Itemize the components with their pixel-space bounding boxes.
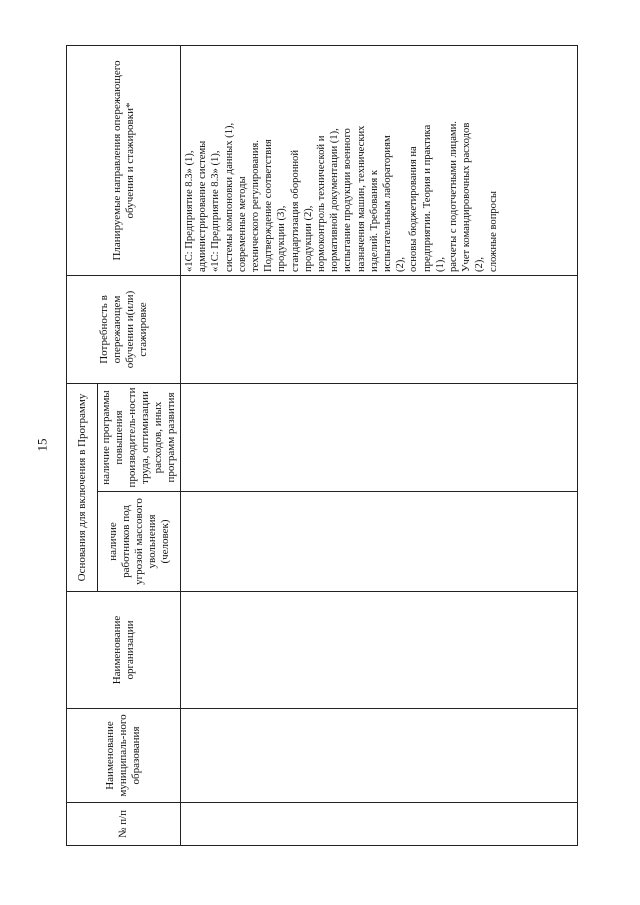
- areas-line: (2),: [395, 256, 407, 272]
- header-workers-threat: наличие работников под угрозой массового увольнения (человек): [98, 492, 181, 592]
- areas-line: продукции (2),: [302, 205, 314, 272]
- areas-line: современные методы: [236, 176, 248, 272]
- cell-municipality: [181, 709, 578, 803]
- header-basis-group: Основания для включения в Программу: [67, 384, 98, 592]
- cell-organization: [181, 592, 578, 709]
- table-row: [181, 46, 578, 846]
- areas-line: (2),: [474, 256, 486, 272]
- header-programs: наличие программы повышения производитель-ности труда, оптимизации расходов, иных программ развития: [98, 384, 181, 492]
- areas-line: основы бюджетирования на: [408, 146, 420, 272]
- cell-programs: [181, 384, 578, 492]
- areas-line: назначения машин, технических: [355, 125, 367, 272]
- areas-line: «1С: Предприятие 8.3» (1),: [184, 150, 195, 272]
- areas-text: [183, 49, 500, 272]
- areas-line: стандартизация оборонной: [289, 149, 301, 272]
- areas-line: сложные вопросы: [487, 190, 499, 272]
- areas-line: технического регулирования.: [250, 140, 262, 272]
- areas-line: (1),: [434, 256, 446, 272]
- areas-line: изделий. Требования к: [368, 169, 380, 272]
- header-need: Потребность в опережающем обучении и(или) стажировке: [67, 276, 181, 384]
- areas-line: «1С: Предприятие 8.3» (1),: [210, 150, 222, 272]
- areas-line: Подтверждение соответствия: [263, 139, 275, 272]
- areas-line: системы компоновки данных (1),: [223, 122, 235, 272]
- header-municipality: Наименование муниципаль-ного образования: [67, 709, 181, 803]
- areas-line: продукции (3),: [276, 205, 288, 272]
- areas-line: испытательным лабораториям: [382, 135, 394, 272]
- cell-areas: [181, 46, 578, 276]
- program-table: [66, 45, 578, 846]
- header-areas: Планируемые направления опережающего обучения и стажировки*: [67, 46, 181, 276]
- areas-line: нормоконтроль технической и: [316, 135, 328, 272]
- cell-need: [181, 276, 578, 384]
- header-organization: Наименование организации: [67, 592, 181, 709]
- cell-workers-threat: [181, 492, 578, 592]
- areas-line: нормативной документации (1),: [329, 128, 341, 272]
- areas-line: предприятии. Теория и практика: [421, 124, 433, 272]
- cell-num: [181, 803, 578, 846]
- header-num: № п/п: [67, 803, 181, 846]
- page-number: 15: [34, 438, 50, 452]
- rotated-table-wrapper: [66, 46, 578, 846]
- areas-line: администрирование системы: [197, 140, 209, 272]
- areas-line: расчеты с подотчетными лицами.: [448, 121, 460, 272]
- areas-line: испытание продукции военного: [342, 128, 354, 272]
- areas-line: Учет командировочных расходов: [461, 122, 473, 272]
